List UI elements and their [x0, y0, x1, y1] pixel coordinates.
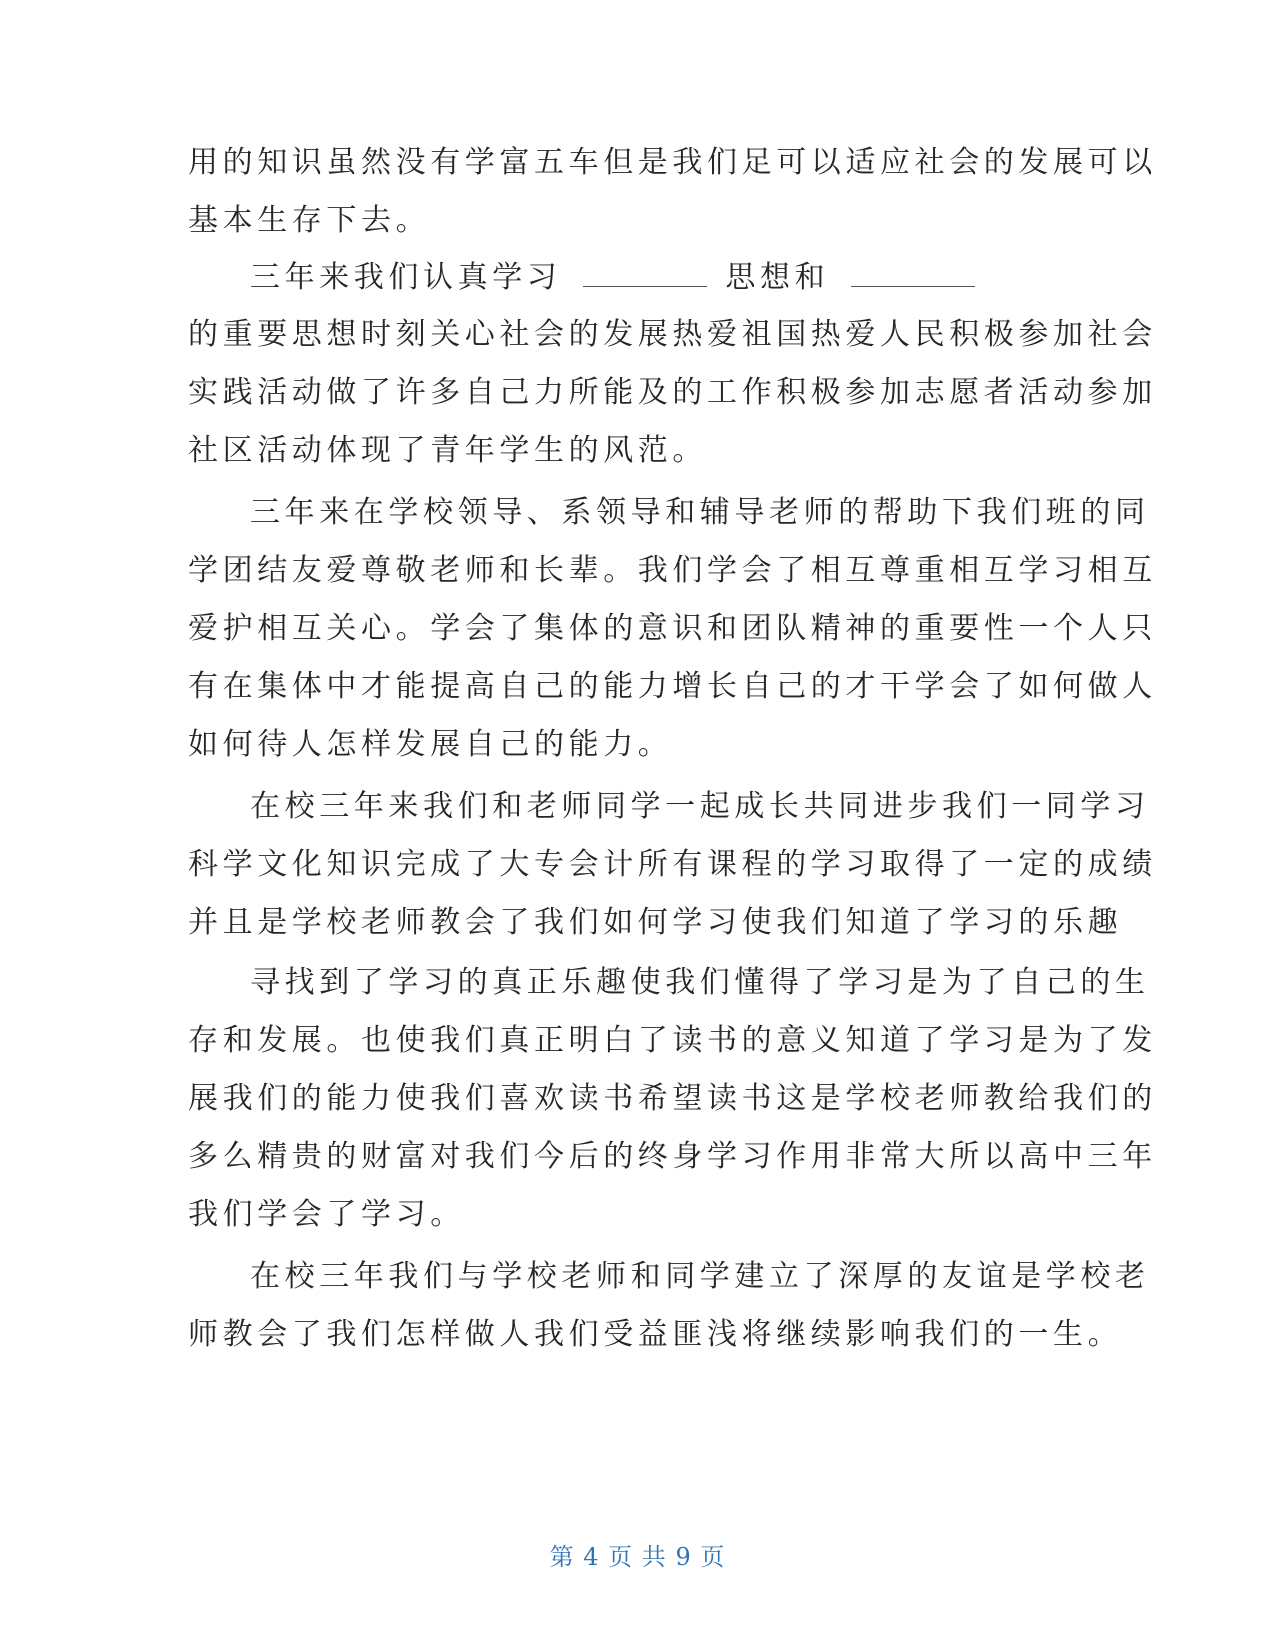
fill-in-blank: [851, 264, 975, 287]
paragraph-line-with-blanks: [250, 258, 993, 298]
line-text: 思想和: [725, 260, 830, 295]
paragraph-line: 用的知识虽然没有学富五车但是我们足可以适应社会的发展可以: [188, 145, 1157, 180]
paragraph-line: 基本生存下去。: [188, 203, 431, 238]
paragraph-line: 寻找到了学习的真正乐趣使我们懂得了学习是为了自己的生: [250, 965, 1150, 1000]
paragraph-line: 多么精贵的财富对我们今后的终身学习作用非常大所以高中三年: [188, 1139, 1157, 1174]
line-text: 三年来我们认真学习: [250, 260, 562, 295]
paragraph-line: 并且是学校老师教会了我们如何学习使我们知道了学习的乐趣: [188, 905, 1123, 940]
paragraph-line: 存和发展。也使我们真正明白了读书的意义知道了学习是为了发: [188, 1023, 1157, 1058]
paragraph-line: 在校三年我们与学校老师和同学建立了深厚的友谊是学校老: [250, 1259, 1150, 1294]
paragraph-line: 社区活动体现了青年学生的风范。: [188, 433, 707, 468]
paragraph-line: 在校三年来我们和老师同学一起成长共同进步我们一同学习: [250, 789, 1150, 824]
page-number-footer: 第 4 页 共 9 页: [549, 1543, 726, 1571]
paragraph-line: 科学文化知识完成了大专会计所有课程的学习取得了一定的成绩: [188, 847, 1157, 882]
paragraph-line: 学团结友爱尊敬老师和长辈。我们学会了相互尊重相互学习相互: [188, 553, 1157, 588]
paragraph-line: 如何待人怎样发展自己的能力。: [188, 727, 673, 762]
paragraph-line: 的重要思想时刻关心社会的发展热爱祖国热爱人民积极参加社会: [188, 317, 1157, 352]
paragraph-line: 实践活动做了许多自己力所能及的工作积极参加志愿者活动参加: [188, 375, 1157, 410]
fill-in-blank: [583, 264, 707, 287]
paragraph-line: 我们学会了学习。: [188, 1197, 465, 1232]
paragraph-line: 有在集体中才能提高自己的能力增长自己的才干学会了如何做人: [188, 669, 1157, 704]
paragraph-line: 爱护相互关心。学会了集体的意识和团队精神的重要性一个人只: [188, 611, 1157, 646]
paragraph-line: 展我们的能力使我们喜欢读书希望读书这是学校老师教给我们的: [188, 1081, 1157, 1116]
paragraph-line: 师教会了我们怎样做人我们受益匪浅将继续影响我们的一生。: [188, 1317, 1123, 1352]
paragraph-line: 三年来在学校领导、系领导和辅导老师的帮助下我们班的同: [250, 495, 1150, 530]
